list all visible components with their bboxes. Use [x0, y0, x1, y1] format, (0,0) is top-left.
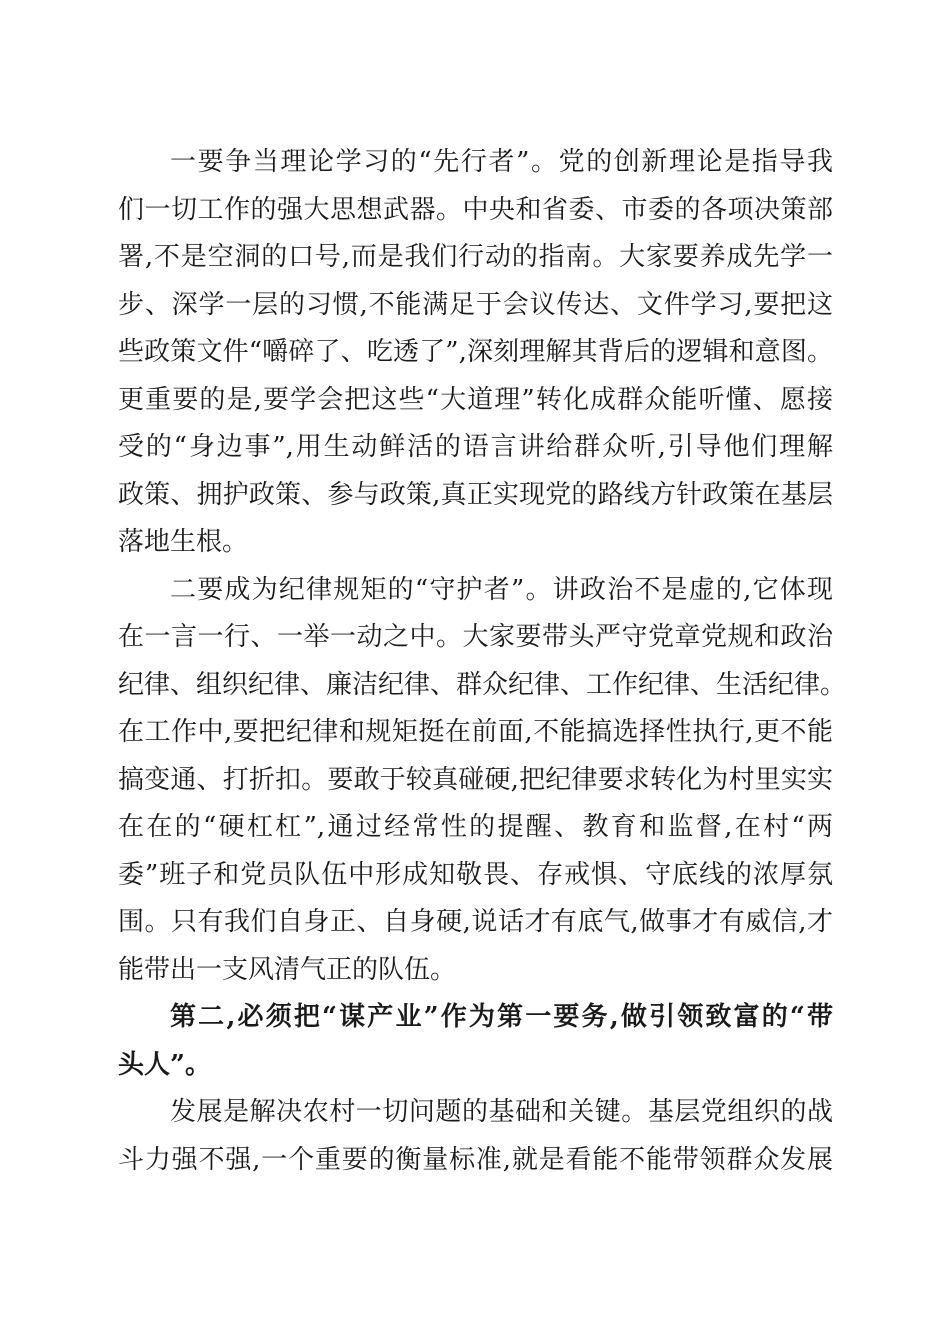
text-line: 能带出一支风清气正的队伍。	[118, 954, 457, 985]
paragraph-discipline	[118, 567, 847, 995]
text-line: 发展是解决农村一切问题的基础和关键。基层党组织的战	[170, 1097, 833, 1127]
heading-line: 第二,必须把“谋产业”作为第一要务,做引领致富的“带	[170, 1002, 833, 1032]
text-line: 围。只有我们自身正、自身硬,说话才有底气,做事才有威信,才	[118, 907, 833, 937]
text-line: 步、深学一层的习惯,不能满足于会议传达、文件学习,要把这	[118, 289, 833, 320]
paragraph-theory-study	[118, 139, 833, 567]
heading-line: 头人”。	[118, 1049, 211, 1080]
text-line: 政策、拥护政策、参与政策,真正实现党的路线方针政策在基层	[118, 479, 833, 510]
text-line: 在工作中,要把纪律和规矩挺在前面,不能搞选择性执行,更不能	[118, 717, 833, 747]
paragraph-development	[118, 1089, 833, 1184]
text-line: 们一切工作的强大思想武器。中央和省委、市委的各项决策部	[118, 194, 833, 225]
document-body	[118, 139, 847, 1184]
text-line: 斗力强不强,一个重要的衡量标准,就是看能不能带领群众发展	[118, 1144, 833, 1175]
text-line: 一要争当理论学习的“先行者”。党的创新理论是指导我	[170, 147, 833, 177]
text-line: 纪律、组织纪律、廉洁纪律、群众纪律、工作纪律、生活纪律。	[118, 669, 847, 700]
text-line: 更重要的是,要学会把这些“大道理”转化成群众能听懂、愿接	[118, 384, 833, 415]
text-line: 二要成为纪律规矩的“守护者”。讲政治不是虚的,它体现	[170, 574, 833, 605]
section-heading-industry	[118, 994, 833, 1089]
text-line: 落地生根。	[118, 527, 249, 557]
text-line: 在一言一行、一举一动之中。大家要带头严守党章党规和政治	[118, 622, 833, 652]
text-line: 些政策文件“嚼碎了、吃透了”,深刻理解其背后的逻辑和意图。	[118, 337, 833, 367]
text-line: 署,不是空洞的口号,而是我们行动的指南。大家要养成先学一	[118, 242, 833, 272]
text-line: 在在的“硬杠杠”,通过经常性的提醒、教育和监督,在村“两	[118, 812, 833, 842]
text-line: 搞变通、打折扣。要敢于较真碰硬,把纪律要求转化为村里实实	[118, 764, 833, 795]
text-line: 委”班子和党员队伍中形成知敬畏、存戒惧、守底线的浓厚氛	[118, 859, 833, 890]
text-line: 受的“身边事”,用生动鲜活的语言讲给群众听,引导他们理解	[118, 432, 833, 462]
